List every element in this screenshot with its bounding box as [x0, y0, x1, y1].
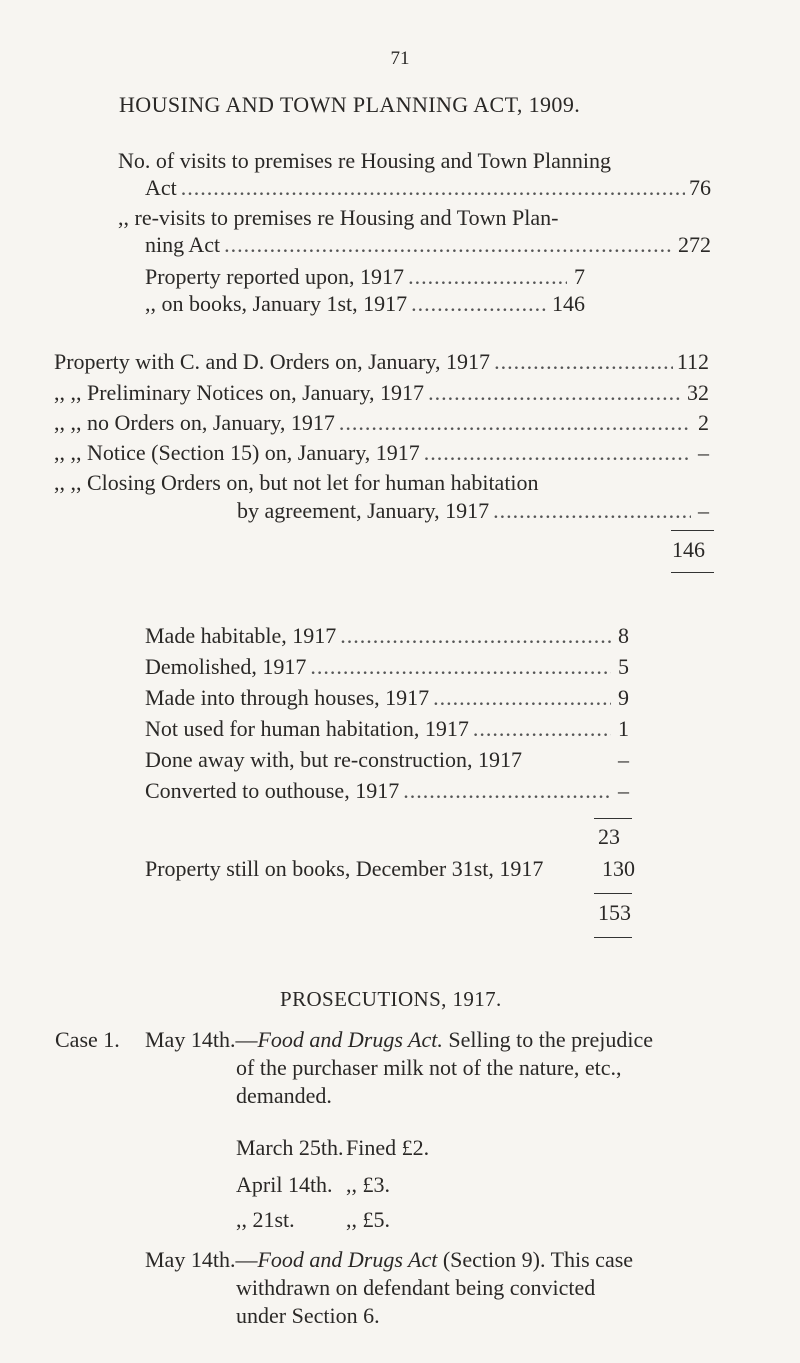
reported-row	[145, 264, 585, 290]
leader-dots	[408, 264, 567, 290]
leader-dots	[339, 410, 691, 436]
leader-dots	[310, 654, 611, 680]
disposition-label: Made habitable, 1917	[145, 623, 337, 648]
leader-dots	[433, 685, 611, 711]
dispositions-subtotal: 23	[598, 824, 620, 849]
case-label: Case 1.	[55, 1027, 120, 1052]
revisits-row	[145, 232, 711, 258]
still-on-books-value: 130	[602, 856, 635, 881]
orders-row-1-value: 112	[676, 349, 709, 374]
visits-label-line2: Act	[145, 175, 177, 200]
leader-dots	[493, 498, 691, 524]
leader-dots	[340, 623, 611, 649]
orders-row-3-label: ,, ,, no Orders on, January, 1917	[54, 410, 335, 435]
visits-row	[145, 175, 711, 201]
leader-dots	[181, 175, 685, 201]
fine-text: Fined £2.	[346, 1135, 430, 1160]
disposition-value: –	[618, 778, 629, 803]
leader-dots	[428, 380, 683, 406]
on-books-value: 146	[552, 291, 585, 316]
orders-total: 146	[672, 537, 705, 562]
fine-row	[236, 1172, 390, 1198]
case2-act: Food and Drugs Act	[257, 1247, 438, 1272]
disposition-value: 8	[618, 623, 629, 648]
disposition-label: Made into through houses, 1917	[145, 685, 430, 710]
leader-dots	[403, 778, 611, 804]
orders-row-1	[54, 349, 709, 375]
orders-row-5-label-line2: by agreement, January, 1917	[237, 498, 490, 523]
orders-row-2	[54, 380, 709, 406]
revisits-label-line2: ning Act	[145, 232, 221, 257]
fine-date: ,, 21st.	[236, 1207, 295, 1232]
visits-value: 76	[689, 175, 711, 200]
reported-label: Property reported upon, 1917	[145, 264, 405, 289]
case1-act: Food and Drugs Act.	[257, 1027, 443, 1052]
revisits-value: 272	[678, 232, 711, 257]
disposition-label: Not used for human habitation, 1917	[145, 716, 469, 741]
fine-row	[236, 1135, 429, 1161]
leader-dots	[424, 440, 691, 466]
fine-row	[236, 1207, 390, 1233]
orders-row-2-label: ,, ,, Preliminary Notices on, January, 1917	[54, 380, 425, 405]
on-books-row	[145, 291, 585, 317]
section-title-housing: HOUSING AND TOWN PLANNING ACT, 1909.	[119, 92, 581, 117]
disposition-row	[145, 747, 629, 773]
page-number: 71	[390, 48, 410, 69]
still-on-books-row	[145, 856, 635, 882]
revisits-label-line1: ,, re-visits to premises re Housing and Town Plan-	[118, 205, 559, 230]
orders-row-5-label-line1: ,, ,, Closing Orders on, but not let for human habitation	[54, 470, 539, 495]
disposition-value: –	[618, 747, 629, 772]
disposition-value: 9	[618, 685, 629, 710]
disposition-row	[145, 685, 629, 711]
orders-row-5-value: –	[698, 498, 709, 523]
reported-value: 7	[574, 264, 585, 289]
disposition-label: Demolished, 1917	[145, 654, 307, 679]
orders-row-4	[54, 440, 709, 466]
fine-text: ,, £3.	[346, 1172, 390, 1197]
disposition-row	[145, 716, 629, 742]
grand-total-rule	[594, 937, 632, 938]
case2-date: May 14th.—	[145, 1247, 258, 1272]
still-on-books-label: Property still on books, December 31st, 1917	[145, 856, 544, 881]
leader-dots	[473, 716, 611, 742]
orders-row-2-value: 32	[687, 380, 709, 405]
fine-date: March 25th.	[236, 1135, 344, 1160]
total-rule	[671, 530, 714, 531]
leader-dots	[494, 349, 673, 375]
visits-label-line1: No. of visits to premises re Housing and Town Planning	[118, 148, 612, 173]
on-books-label: ,, on books, January 1st, 1917	[145, 291, 408, 316]
case1-line1	[145, 1027, 653, 1053]
total-rule	[671, 572, 714, 573]
case2-line1	[145, 1247, 633, 1273]
fine-date: April 14th.	[236, 1172, 333, 1197]
fine-text: ,, £5.	[346, 1207, 390, 1232]
leader-dots	[224, 232, 674, 258]
disposition-value: 1	[618, 716, 629, 741]
case1-line3: demanded.	[236, 1083, 332, 1108]
disposition-row	[145, 778, 629, 804]
orders-row-5	[237, 498, 709, 524]
disposition-row	[145, 654, 629, 680]
orders-row-4-value: –	[698, 440, 709, 465]
case2-line3: under Section 6.	[236, 1303, 380, 1328]
orders-row-4-label: ,, ,, Notice (Section 15) on, January, 1917	[54, 440, 420, 465]
orders-row-3-value: 2	[698, 410, 709, 435]
disposition-label: Converted to outhouse, 1917	[145, 778, 400, 803]
subtotal-rule	[594, 818, 632, 819]
case2-line2: withdrawn on defendant being convicted	[236, 1275, 596, 1300]
case1-line2: of the purchaser milk not of the nature, etc.,	[236, 1055, 622, 1080]
section-title-prosecutions: PROSECUTIONS, 1917.	[280, 987, 502, 1011]
case2-text1: (Section 9). This case	[437, 1247, 634, 1272]
case1-text1: Selling to the prejudice	[442, 1027, 653, 1052]
leader-dots	[411, 291, 548, 317]
disposition-value: 5	[618, 654, 629, 679]
case1-date: May 14th.—	[145, 1027, 258, 1052]
grand-total-rule	[594, 893, 632, 894]
grand-total: 153	[598, 900, 631, 925]
disposition-row	[145, 623, 629, 649]
orders-row-1-label: Property with C. and D. Orders on, January, 1917	[54, 349, 491, 374]
disposition-label: Done away with, but re-construction, 1917	[145, 747, 522, 772]
orders-row-3	[54, 410, 709, 436]
